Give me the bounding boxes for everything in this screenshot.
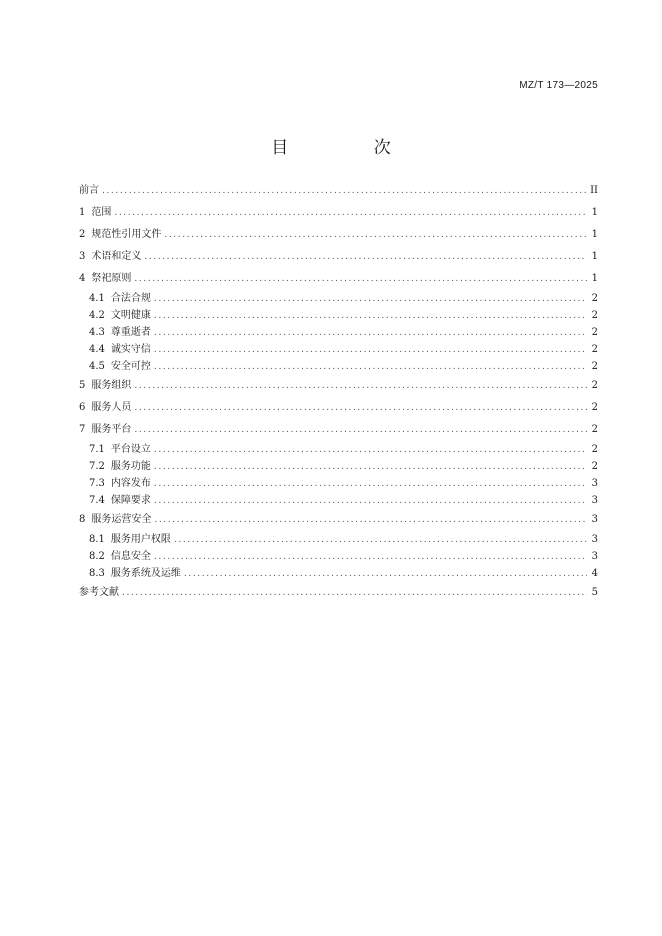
toc-entry-title: 文明健康 [110,310,151,321]
toc-entry-number: 8.3 [89,568,105,579]
dot-leader [144,246,587,268]
toc-entry-page: 1 [591,207,598,218]
toc-entry[interactable] [79,290,598,307]
toc-entry-title: 服务平台 [91,424,132,435]
toc-entry[interactable] [79,531,598,548]
toc-entry-title: 合法合规 [110,293,151,304]
toc-entry-number: 1 [79,207,86,218]
dot-leader [154,549,587,566]
toc-entry-number: 8.1 [89,534,105,545]
toc-entry-number: 4.5 [89,361,105,372]
dot-leader [154,442,587,459]
toc-entry[interactable] [79,397,598,419]
toc-entry-title: 保障要求 [110,495,151,506]
toc-entry-number: 7.3 [89,478,105,489]
toc-entry-title: 内容发布 [110,478,151,489]
dot-leader [154,493,587,510]
toc-entry-page: 2 [591,344,598,355]
toc-entry-number: 5 [79,380,86,391]
toc-entry-page: 3 [591,495,598,506]
toc-entry-title: 前言 [79,185,99,196]
toc-entry[interactable] [79,307,598,324]
toc-entry-page: 4 [591,568,598,579]
toc-entry-page: 2 [591,424,598,435]
toc-entry[interactable] [79,246,598,268]
dot-leader [154,325,587,342]
toc-entry-page: 1 [591,251,598,262]
dot-leader [134,397,587,419]
toc-entry-number: 4.4 [89,344,105,355]
dot-leader [154,359,587,376]
toc-entry-page: 5 [591,587,598,598]
toc-entry[interactable] [79,324,598,341]
toc-entry-title: 范围 [91,207,112,218]
toc-entry-number: 6 [79,402,86,413]
toc-entry-page: 2 [591,361,598,372]
toc-entry-page: 2 [591,380,598,391]
dot-leader [134,419,587,441]
page-title: 目 次 [271,138,431,158]
toc-entry-page: 3 [591,478,598,489]
toc-entry-number: 4.3 [89,327,105,338]
toc-entry-number: 4.1 [89,293,105,304]
dot-leader [154,342,587,359]
toc-entry-title: 安全可控 [110,361,151,372]
toc-entry-title: 诚实守信 [110,344,151,355]
toc-entry[interactable] [79,268,598,290]
toc-entry-title: 服务用户权限 [110,534,171,545]
toc-entry-page: 2 [591,461,598,472]
toc-entry-number: 7 [79,424,86,435]
dot-leader [154,476,587,493]
toc-entry-title: 参考文献 [79,587,119,598]
toc-entry-page: 1 [591,229,598,240]
toc-entry[interactable] [79,341,598,358]
dot-leader [154,308,587,325]
toc-entry-title: 服务运营安全 [91,514,152,525]
toc-entry-page: II [590,185,598,196]
table-of-contents [79,180,598,604]
toc-entry-title: 平台设立 [110,444,151,455]
toc-entry-page: 2 [591,327,598,338]
toc-entry[interactable] [79,548,598,565]
toc-entry[interactable] [79,582,598,604]
toc-entry-page: 2 [591,402,598,413]
toc-entry-page: 2 [591,444,598,455]
toc-entry-number: 7.1 [89,444,105,455]
dot-leader [114,202,587,224]
toc-entry-page: 1 [591,273,598,284]
toc-entry-title: 服务功能 [110,461,151,472]
toc-entry-number: 7.2 [89,461,105,472]
toc-entry-title: 祭祀原则 [91,273,132,284]
toc-entry-page: 3 [591,534,598,545]
standard-code: MZ/T 173—2025 [519,80,598,91]
dot-leader [134,375,587,397]
dot-leader [154,459,587,476]
dot-leader [134,268,587,290]
dot-leader [184,566,587,583]
toc-entry-page: 3 [591,551,598,562]
toc-entry-page: 2 [591,310,598,321]
toc-entry-number: 2 [79,229,86,240]
toc-entry[interactable] [79,202,598,224]
toc-entry[interactable] [79,441,598,458]
toc-entry[interactable] [79,375,598,397]
toc-entry-title: 服务组织 [91,380,132,391]
toc-entry-title: 服务系统及运维 [110,568,181,579]
dot-leader [102,180,587,202]
toc-entry[interactable] [79,509,598,531]
toc-entry-number: 4.2 [89,310,105,321]
toc-entry-number: 8 [79,514,86,525]
dot-leader [154,509,587,531]
toc-entry[interactable] [79,419,598,441]
toc-entry-number: 7.4 [89,495,105,506]
toc-entry-number: 4 [79,273,86,284]
toc-entry[interactable] [79,180,598,202]
toc-entry[interactable] [79,358,598,375]
toc-entry-page: 3 [591,514,598,525]
dot-leader [154,291,587,308]
toc-entry[interactable] [79,565,598,582]
toc-entry-title: 尊重逝者 [110,327,151,338]
dot-leader [174,532,587,549]
toc-entry-title: 规范性引用文件 [91,229,162,240]
toc-entry-page: 2 [591,293,598,304]
dot-leader [122,582,587,604]
toc-entry-number: 3 [79,251,86,262]
toc-entry-title: 服务人员 [91,402,132,413]
toc-entry[interactable] [79,475,598,492]
toc-entry-title: 信息安全 [110,551,151,562]
toc-entry-title: 术语和定义 [91,251,142,262]
toc-entry[interactable] [79,458,598,475]
toc-entry[interactable] [79,224,598,246]
dot-leader [164,224,587,246]
toc-entry[interactable] [79,492,598,509]
toc-entry-number: 8.2 [89,551,105,562]
